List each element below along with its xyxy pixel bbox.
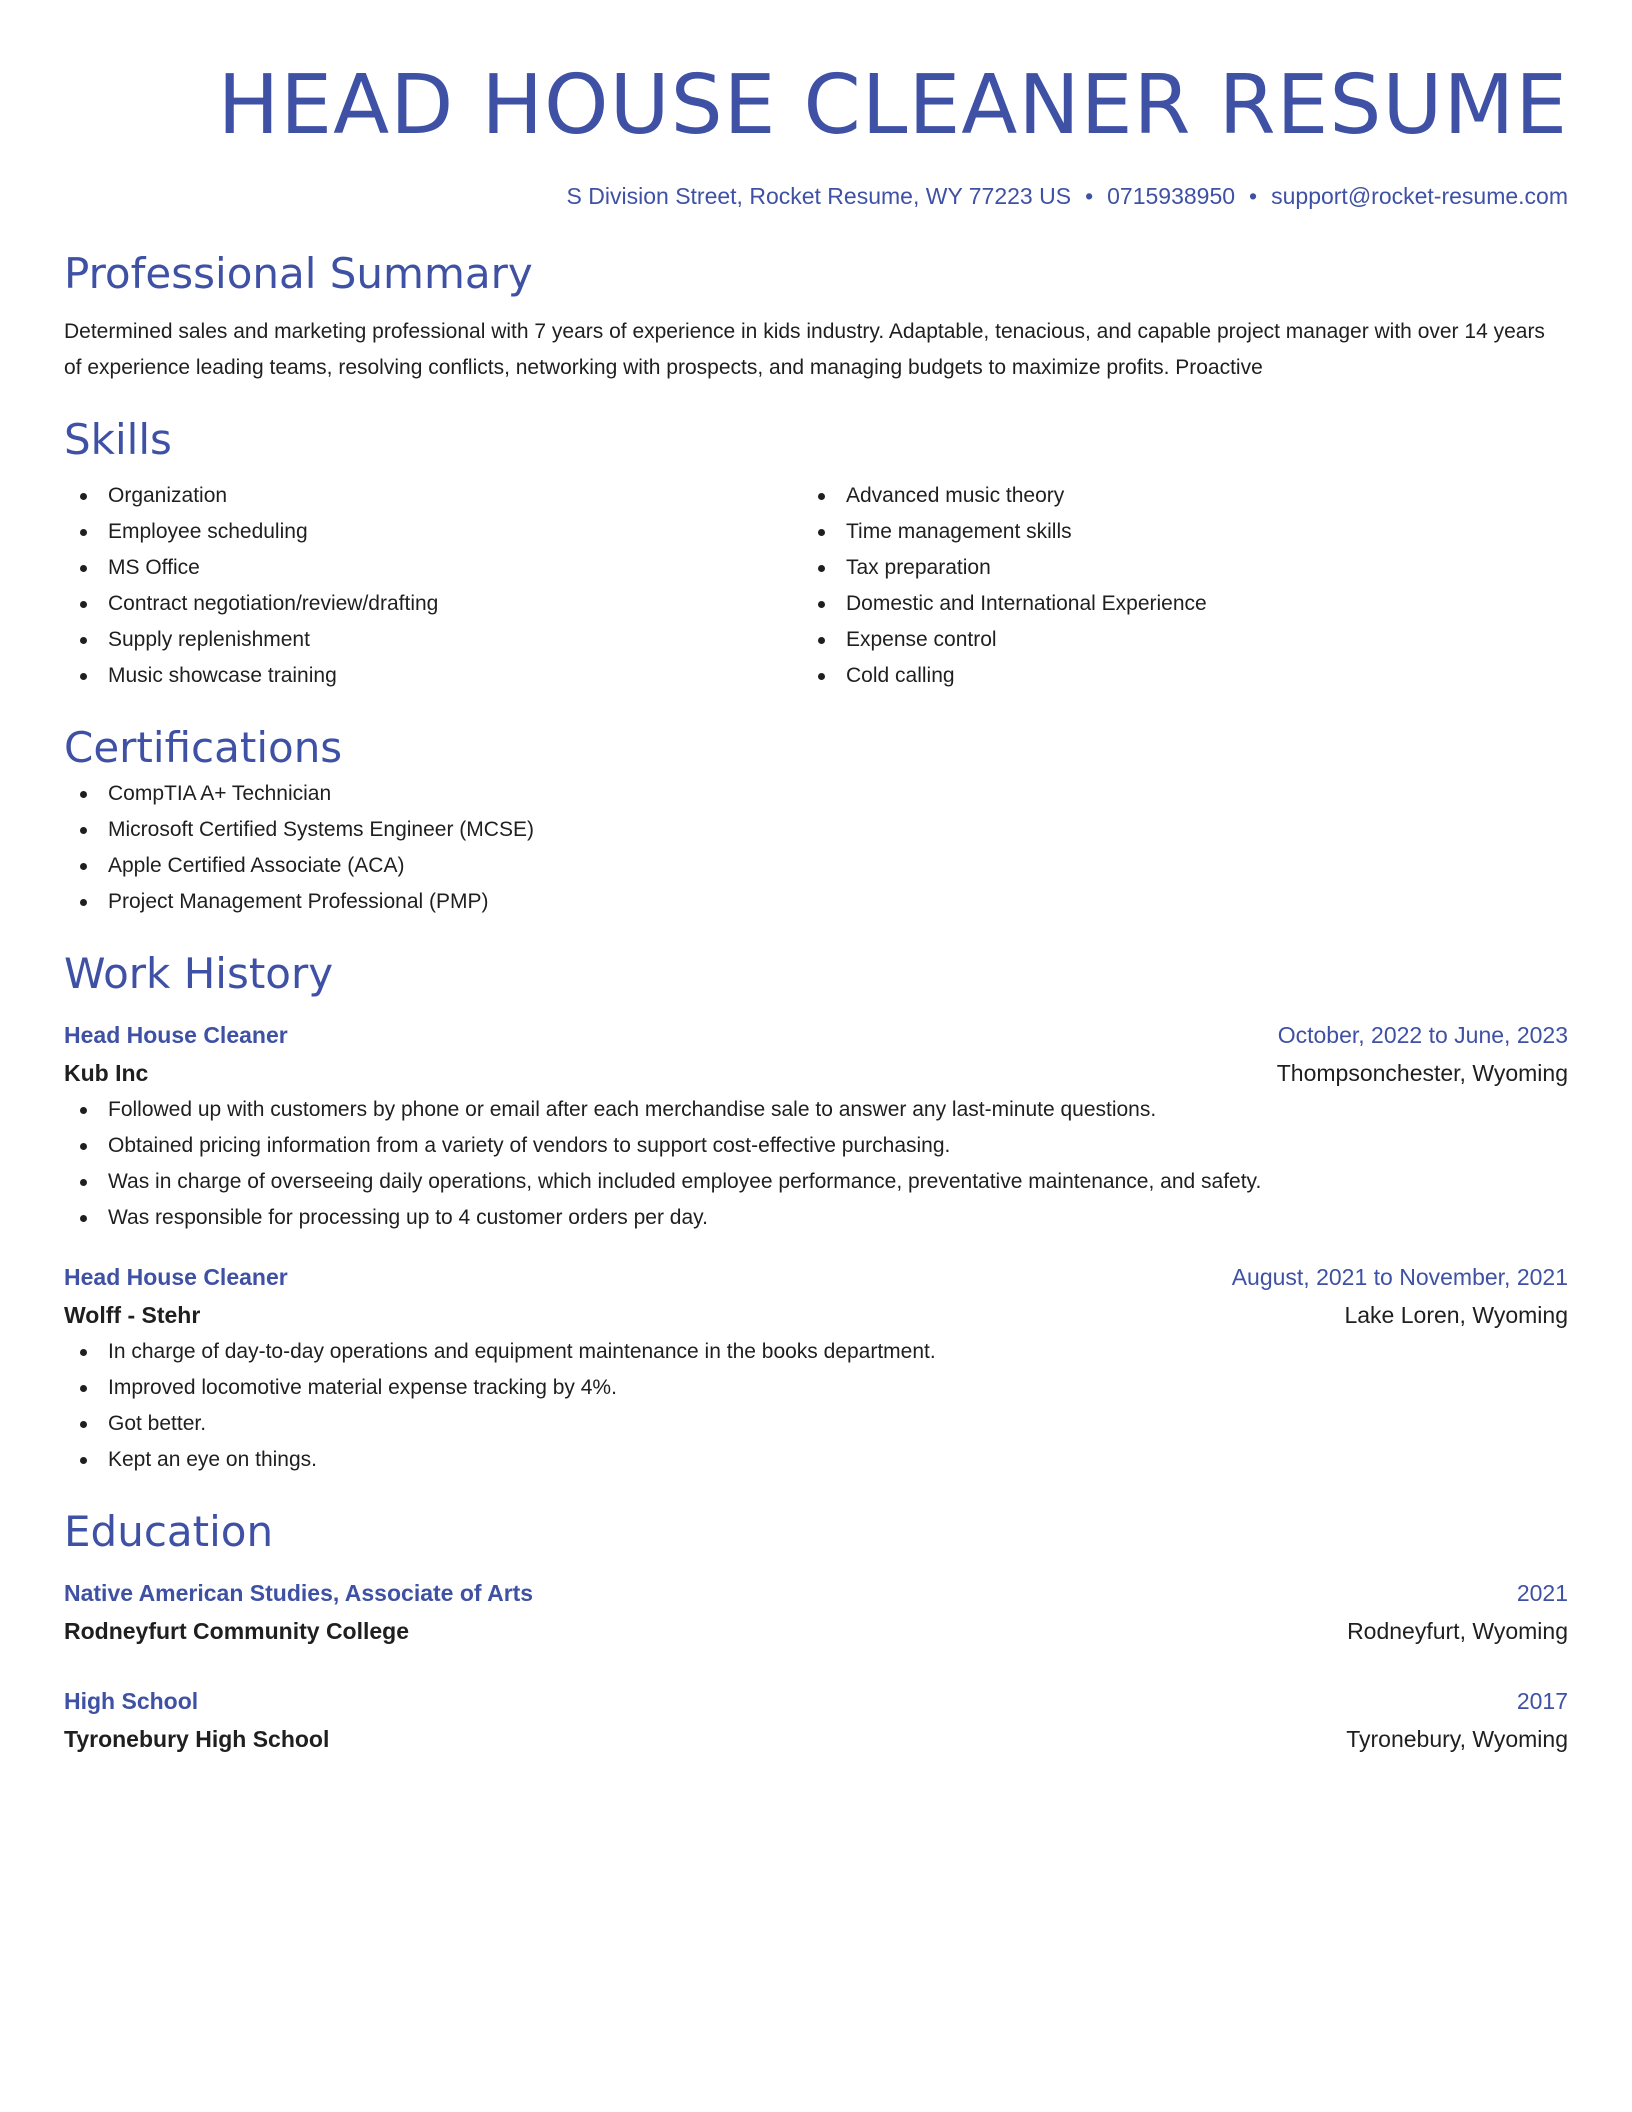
job-bullet: In charge of day-to-day operations and equipment maintenance in the books department. — [64, 1334, 1568, 1370]
education-heading: Education — [64, 1507, 274, 1556]
bullet-dot-icon — [80, 1349, 87, 1356]
job-bullet: Improved locomotive material expense tracking by 4%. — [64, 1370, 1568, 1406]
job-location: Thompsonchester, Wyoming — [1276, 1060, 1568, 1086]
job-dates: August, 2021 to November, 2021 — [1231, 1264, 1568, 1290]
education-degree: Native American Studies, Associate of Arts — [64, 1580, 534, 1606]
certification-item: Apple Certified Associate (ACA) — [64, 848, 1568, 884]
bullet-dot-icon — [80, 1421, 87, 1428]
certifications-heading: Certifications — [64, 723, 343, 772]
bullet-dot-icon — [80, 1215, 87, 1222]
job-bullet: Was in charge of overseeing daily operations, which included employee performance, preventative maintenance, and safety. — [64, 1164, 1568, 1200]
skill-item: Supply replenishment — [64, 622, 802, 658]
job-bullet: Obtained pricing information from a variety of vendors to support cost-effective purchasing. — [64, 1128, 1568, 1164]
skills-column-right — [802, 478, 1540, 694]
skill-item: Time management skills — [802, 514, 1540, 550]
skill-item: Advanced music theory — [802, 478, 1540, 514]
job-entry — [64, 1258, 1568, 1478]
bullet-dot-icon — [80, 899, 87, 906]
bullet-dot-icon — [818, 673, 825, 680]
skill-item: Domestic and International Experience — [802, 586, 1540, 622]
education-school: Rodneyfurt Community College — [64, 1618, 410, 1644]
job-bullet: Got better. — [64, 1406, 1568, 1442]
work-history-section — [64, 946, 1568, 1478]
education-year: 2017 — [1516, 1688, 1568, 1714]
education-location: Tyronebury, Wyoming — [1346, 1726, 1568, 1752]
contact-separator: • — [1249, 183, 1258, 209]
certification-item: Project Management Professional (PMP) — [64, 884, 1568, 920]
contact-address: S Division Street, Rocket Resume, WY 77223 US — [566, 183, 1072, 209]
skills-heading: Skills — [64, 415, 172, 464]
bullet-dot-icon — [80, 1457, 87, 1464]
contact-email[interactable]: support@rocket-resume.com — [1271, 183, 1568, 209]
bullet-dot-icon — [80, 601, 87, 608]
skills-section — [64, 412, 1568, 694]
bullet-dot-icon — [80, 791, 87, 798]
bullet-dot-icon — [80, 1385, 87, 1392]
contact-separator: • — [1085, 183, 1094, 209]
education-degree: High School — [64, 1688, 199, 1714]
education-school: Tyronebury High School — [64, 1726, 330, 1752]
skill-item: Employee scheduling — [64, 514, 802, 550]
bullet-dot-icon — [818, 601, 825, 608]
bullet-dot-icon — [80, 673, 87, 680]
certification-item: CompTIA A+ Technician — [64, 776, 1568, 812]
skills-columns — [64, 478, 1568, 694]
certification-item: Microsoft Certified Systems Engineer (MCSE) — [64, 812, 1568, 848]
bullet-dot-icon — [818, 529, 825, 536]
job-location: Lake Loren, Wyoming — [1344, 1302, 1568, 1328]
education-entry — [64, 1574, 1568, 1650]
education-entry — [64, 1682, 1568, 1758]
job-bullet: Kept an eye on things. — [64, 1442, 1568, 1478]
contact-line — [64, 180, 1568, 212]
bullet-dot-icon — [818, 565, 825, 572]
job-company: Kub Inc — [64, 1060, 149, 1086]
job-entry — [64, 1016, 1568, 1236]
bullet-dot-icon — [80, 1107, 87, 1114]
skills-column-left — [64, 478, 802, 694]
work-history-heading: Work History — [64, 949, 334, 998]
education-year: 2021 — [1516, 1580, 1568, 1606]
bullet-dot-icon — [80, 1179, 87, 1186]
bullet-dot-icon — [818, 493, 825, 500]
education-section — [64, 1504, 1568, 1758]
certifications-section — [64, 720, 1568, 920]
summary-text: Determined sales and marketing professional with 7 years of experience in kids industry. Adaptable, tenacious, and capable project manager with over 14 years of experience leading teams, resolving conflicts, networking with prospects, and managing budgets to maximize profits. Proactive — [64, 320, 1545, 379]
job-bullet: Followed up with customers by phone or email after each merchandise sale to answer any last-minute questions. — [64, 1092, 1568, 1128]
skill-item: MS Office — [64, 550, 802, 586]
contact-phone[interactable]: 0715938950 — [1107, 183, 1236, 209]
job-bullet: Was responsible for processing up to 4 customer orders per day. — [64, 1200, 1568, 1236]
summary-section — [64, 246, 1568, 386]
bullet-dot-icon — [80, 863, 87, 870]
skill-item: Contract negotiation/review/drafting — [64, 586, 802, 622]
skill-item: Music showcase training — [64, 658, 802, 694]
bullet-dot-icon — [80, 827, 87, 834]
bullet-dot-icon — [80, 493, 87, 500]
job-title: Head House Cleaner — [64, 1264, 288, 1290]
bullet-dot-icon — [80, 1143, 87, 1150]
skill-item: Expense control — [802, 622, 1540, 658]
bullet-dot-icon — [80, 565, 87, 572]
bullet-dot-icon — [818, 637, 825, 644]
bullet-dot-icon — [80, 637, 87, 644]
education-location: Rodneyfurt, Wyoming — [1347, 1618, 1568, 1644]
skill-item: Tax preparation — [802, 550, 1540, 586]
job-dates: October, 2022 to June, 2023 — [1277, 1022, 1568, 1048]
summary-heading: Professional Summary — [64, 249, 533, 298]
skill-item: Organization — [64, 478, 802, 514]
job-title: Head House Cleaner — [64, 1022, 288, 1048]
skill-item: Cold calling — [802, 658, 1540, 694]
job-company: Wolff - Stehr — [64, 1302, 201, 1328]
bullet-dot-icon — [80, 529, 87, 536]
resume-title: HEAD HOUSE CLEANER RESUME — [217, 58, 1568, 153]
